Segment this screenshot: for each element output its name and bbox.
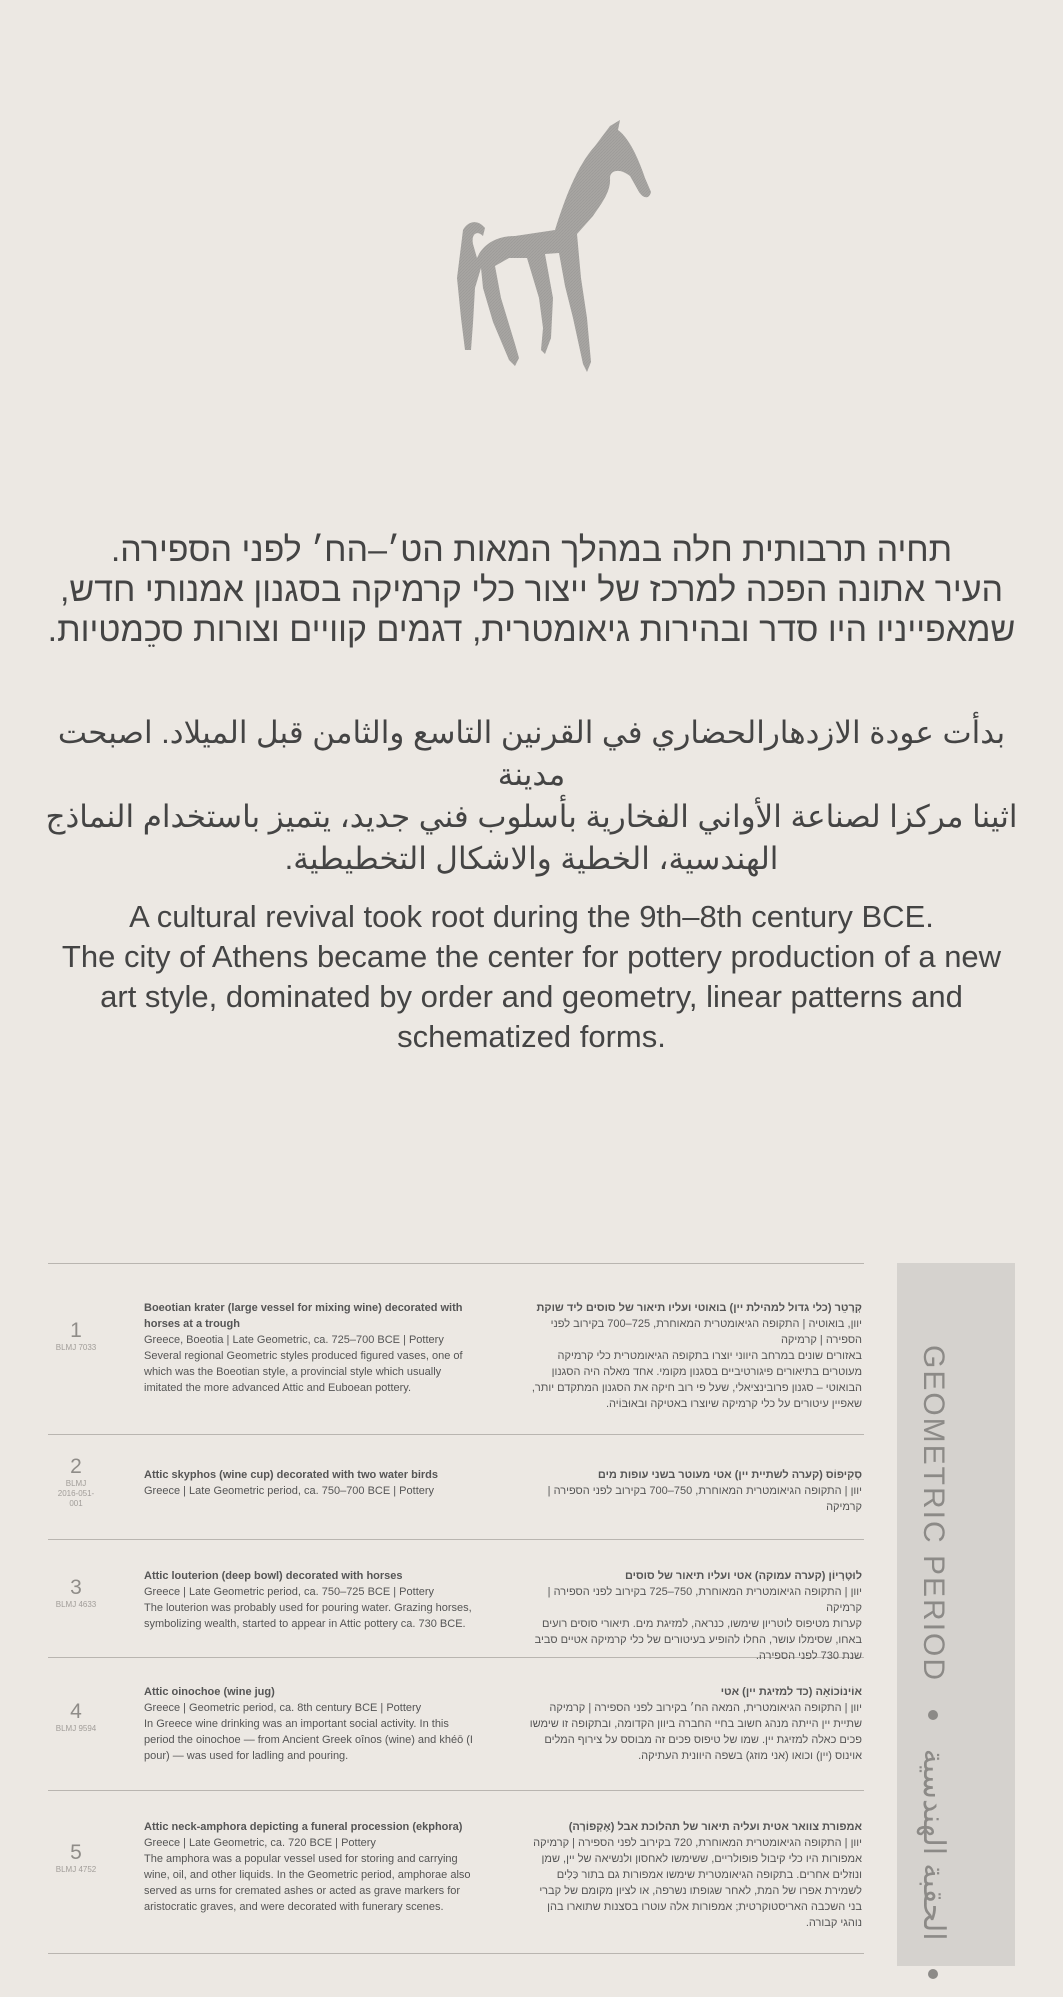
period-title-arabic: الحقبة الهندسية xyxy=(916,1748,950,1941)
object-row xyxy=(48,1791,864,1954)
english-caption xyxy=(144,1467,481,1499)
intro-english-line: art style, dominated by order and geometry, linear patterns and xyxy=(100,979,963,1014)
hebrew-description: שתיית יין הייתה מנהג חשוב בחיי החברה ביוון הקדומה, ובתקופה זו שימשו פכים כאלה למזיגת יין. שמו של טיפוס פכים זה מבוסס על צירוף המלים אוינוס (יין) וכואו (אני מוזג) בשפה היוונית העתיקה. xyxy=(529,1718,862,1762)
object-number xyxy=(48,1576,104,1610)
period-sidebar xyxy=(897,1263,1015,1966)
inventory-number: BLMJ 4752 xyxy=(55,1865,97,1874)
english-title: Attic oinochoe (wine jug) xyxy=(144,1686,275,1698)
english-meta: Greece | Late Geometric, ca. 720 BCE | Pottery xyxy=(144,1837,376,1849)
english-caption xyxy=(144,1819,481,1915)
english-caption xyxy=(144,1684,481,1764)
object-index: 1 xyxy=(70,1319,82,1342)
inventory-number: BLMJ 7033 xyxy=(55,1343,97,1352)
intro-arabic xyxy=(40,712,1023,880)
hebrew-title: אוֹינוֹכוֹאָה (כד למזיגת יין) אטי xyxy=(720,1686,862,1698)
intro-english-line: A cultural revival took root during the 9th–8th century BCE. xyxy=(129,899,934,934)
hebrew-title: סְקִיפוֹס (קערה לשתיית יין) אטי מעוטר בשני עופות מים xyxy=(597,1469,862,1481)
object-row xyxy=(48,1435,864,1540)
hebrew-description: אמפורות היו כלי קיבול פופולריים, ששימשו לאחסון ולנשיאה של יין, שמן ונוזלים אחרים. בתקופה הגיאומטרית שימשו אמפורות גם בתור כַּלִים לשמירת אפרו של המת, לאחר שגופתו נשרפה, או לציון מקומם של קברי בני השכבה האריסטוקרטית; אמפורות אלה עוטרו בסצנות שתוארו בהן נוהגי קבורה. xyxy=(539,1853,862,1929)
hebrew-meta: יוון | התקופה הגיאומטרית המאוחרת, 720 בקירוב לפני הספירה | קרמיקה xyxy=(533,1837,862,1849)
intro-hebrew xyxy=(40,530,1023,650)
hebrew-description: קערות מטיפוס לוטריון שימשו, כנראה, למזיגת מים. תיאורי סוסים רועים באחו, שסימלו עושר, החלו להופיע בעיטורים של כלי קרמיקה אטיים סביב שנת 730 לפני הספירה. xyxy=(534,1618,862,1662)
hebrew-meta: יוון | התקופה הגיאומטרית המאוחרת, 750–700 בקירוב לפני הספירה | קרמיקה xyxy=(547,1485,862,1513)
separator-dot xyxy=(928,1969,938,1979)
hebrew-caption xyxy=(525,1467,862,1515)
english-description: The louterion was probably used for pouring water. Grazing horses, symbolizing wealth, started to appear in Attic pottery ca. 730 BCE. xyxy=(144,1602,472,1630)
english-title: Boeotian krater (large vessel for mixing wine) decorated with horses at a trough xyxy=(144,1302,463,1330)
hebrew-title: קְרָטֵר (כלי גדול למהילת יין) בואוטי ועליו תיאור של סוסים ליד שוקת xyxy=(536,1302,862,1314)
intro-arabic-line: اثينا مركزا لصناعة الأواني الفخارية بأسلوب فني جديد، يتميز باستخدام النماذج xyxy=(45,799,1018,834)
hebrew-description: באזורים שונים במרחב היווני יוצרו בתקופה הגיאומטרית כלי קרמיקה מעוטרים בתיאורים פיגורטיביים בסגנון מקומי. אחד מאלה היה הסגנון הבואוטי – סגנון פרובינציאלי, שעל פי רוב חיקה את הסגנון המתקדם יותר, שאפיין עיטורים על כלי קרמיקה שיוצרו באטיקה ובאוּבּוֹיה. xyxy=(531,1350,862,1410)
object-number xyxy=(48,1455,104,1509)
hebrew-caption xyxy=(525,1300,862,1412)
period-title-english: GEOMETRIC PERIOD xyxy=(916,1345,950,1683)
intro-arabic-line: الهندسية، الخطية والاشكال التخطيطية. xyxy=(284,841,779,876)
english-caption xyxy=(144,1568,481,1632)
intro-english-line: The city of Athens became the center for pottery production of a new xyxy=(61,939,1002,974)
separator-dot xyxy=(928,1710,938,1720)
english-title: Attic louterion (deep bowl) decorated with horses xyxy=(144,1570,403,1582)
inventory-number: BLMJ 4633 xyxy=(55,1600,97,1609)
english-title: Attic skyphos (wine cup) decorated with two water birds xyxy=(144,1469,438,1481)
object-row xyxy=(48,1540,864,1662)
inventory-number: BLMJ 9594 xyxy=(55,1724,97,1733)
intro-hebrew-line: העיר אתונה הפכה למרכז של ייצור כלי קרמיקה בסגנון אמנותי חדש, xyxy=(59,571,1004,609)
intro-hebrew-line: שמאפייניו היו סדר ובהירות גיאומטרית, דגמים קוויים וצורות סכֵמטיות. xyxy=(47,611,1016,649)
hebrew-meta: יוון | התקופה הגיאומטרית, המאה הח׳ בקירוב לפני הספירה | קרמיקה xyxy=(549,1702,862,1714)
object-row xyxy=(48,1658,864,1791)
object-number xyxy=(48,1700,104,1734)
object-list xyxy=(48,1263,864,1954)
english-caption xyxy=(144,1300,481,1396)
english-meta: Greece | Geometric period, ca. 8th century BCE | Pottery xyxy=(144,1702,422,1714)
object-index: 5 xyxy=(70,1841,82,1864)
english-description: Several regional Geometric styles produced figured vases, one of which was the Boeotian style, a provincial style which usually imitated the more advanced Attic and Euboean pottery. xyxy=(144,1350,463,1394)
object-index: 4 xyxy=(70,1700,82,1723)
english-meta: Greece | Late Geometric period, ca. 750–700 BCE | Pottery xyxy=(144,1485,435,1497)
hebrew-caption xyxy=(525,1819,862,1931)
hebrew-meta: יוון | התקופה הגיאומטרית המאוחרת, 750–725 בקירוב לפני הספירה | קרמיקה xyxy=(547,1586,862,1614)
period-sidebar-title xyxy=(913,1345,954,1997)
hebrew-title: אמפורת צוואר אטית ועליה תיאור של תהלוכת אבל (אֶקְפוֹרָה) xyxy=(568,1821,862,1833)
english-description: In Greece wine drinking was an important social activity. In this period the oinochoe — from Ancient Greek oînos (wine) and khéō (I pour) — was used for ladling and pouring. xyxy=(144,1718,473,1762)
intro-hebrew-line: תחיה תרבותית חלה במהלך המאות הט׳–הח׳ לפני הספירה. xyxy=(110,531,953,569)
english-meta: Greece | Late Geometric period, ca. 750–725 BCE | Pottery xyxy=(144,1586,435,1598)
object-index: 3 xyxy=(70,1576,82,1599)
hebrew-title: לוּטֶרְיוֹן (קערה עמוקה) אטי ועליו תיאור של סוסים xyxy=(624,1570,862,1582)
intro-arabic-line: بدأت عودة الازدهارالحضاري في القرنين التاسع والثامن قبل الميلاد. اصبحت مدينة xyxy=(57,715,1006,792)
hebrew-caption xyxy=(525,1684,862,1764)
object-row xyxy=(48,1264,864,1435)
intro-english-line: schematized forms. xyxy=(397,1019,666,1054)
english-title: Attic neck-amphora depicting a funeral procession (ekphora) xyxy=(144,1821,463,1833)
hebrew-caption xyxy=(525,1568,862,1664)
english-meta: Greece, Boeotia | Late Geometric, ca. 725–700 BCE | Pottery xyxy=(144,1334,444,1346)
horse-figurine-emblem xyxy=(405,118,655,380)
object-index: 2 xyxy=(70,1455,82,1478)
inventory-number: BLMJ 2016-051-001 xyxy=(57,1479,95,1508)
intro-english xyxy=(40,897,1023,1057)
hebrew-meta: יוון, בואוטיה | התקופה הגיאומטרית המאוחרת, 725–700 בקירוב לפני הספירה | קרמיקה xyxy=(550,1318,862,1346)
object-number xyxy=(48,1841,104,1875)
object-number xyxy=(48,1319,104,1353)
english-description: The amphora was a popular vessel used for storing and carrying wine, oil, and other liquids. In the Geometric period, amphorae also served as urns for cremated ashes or acted as grave markers for aristocratic graves, and were decorated with funerary scenes. xyxy=(144,1853,471,1913)
